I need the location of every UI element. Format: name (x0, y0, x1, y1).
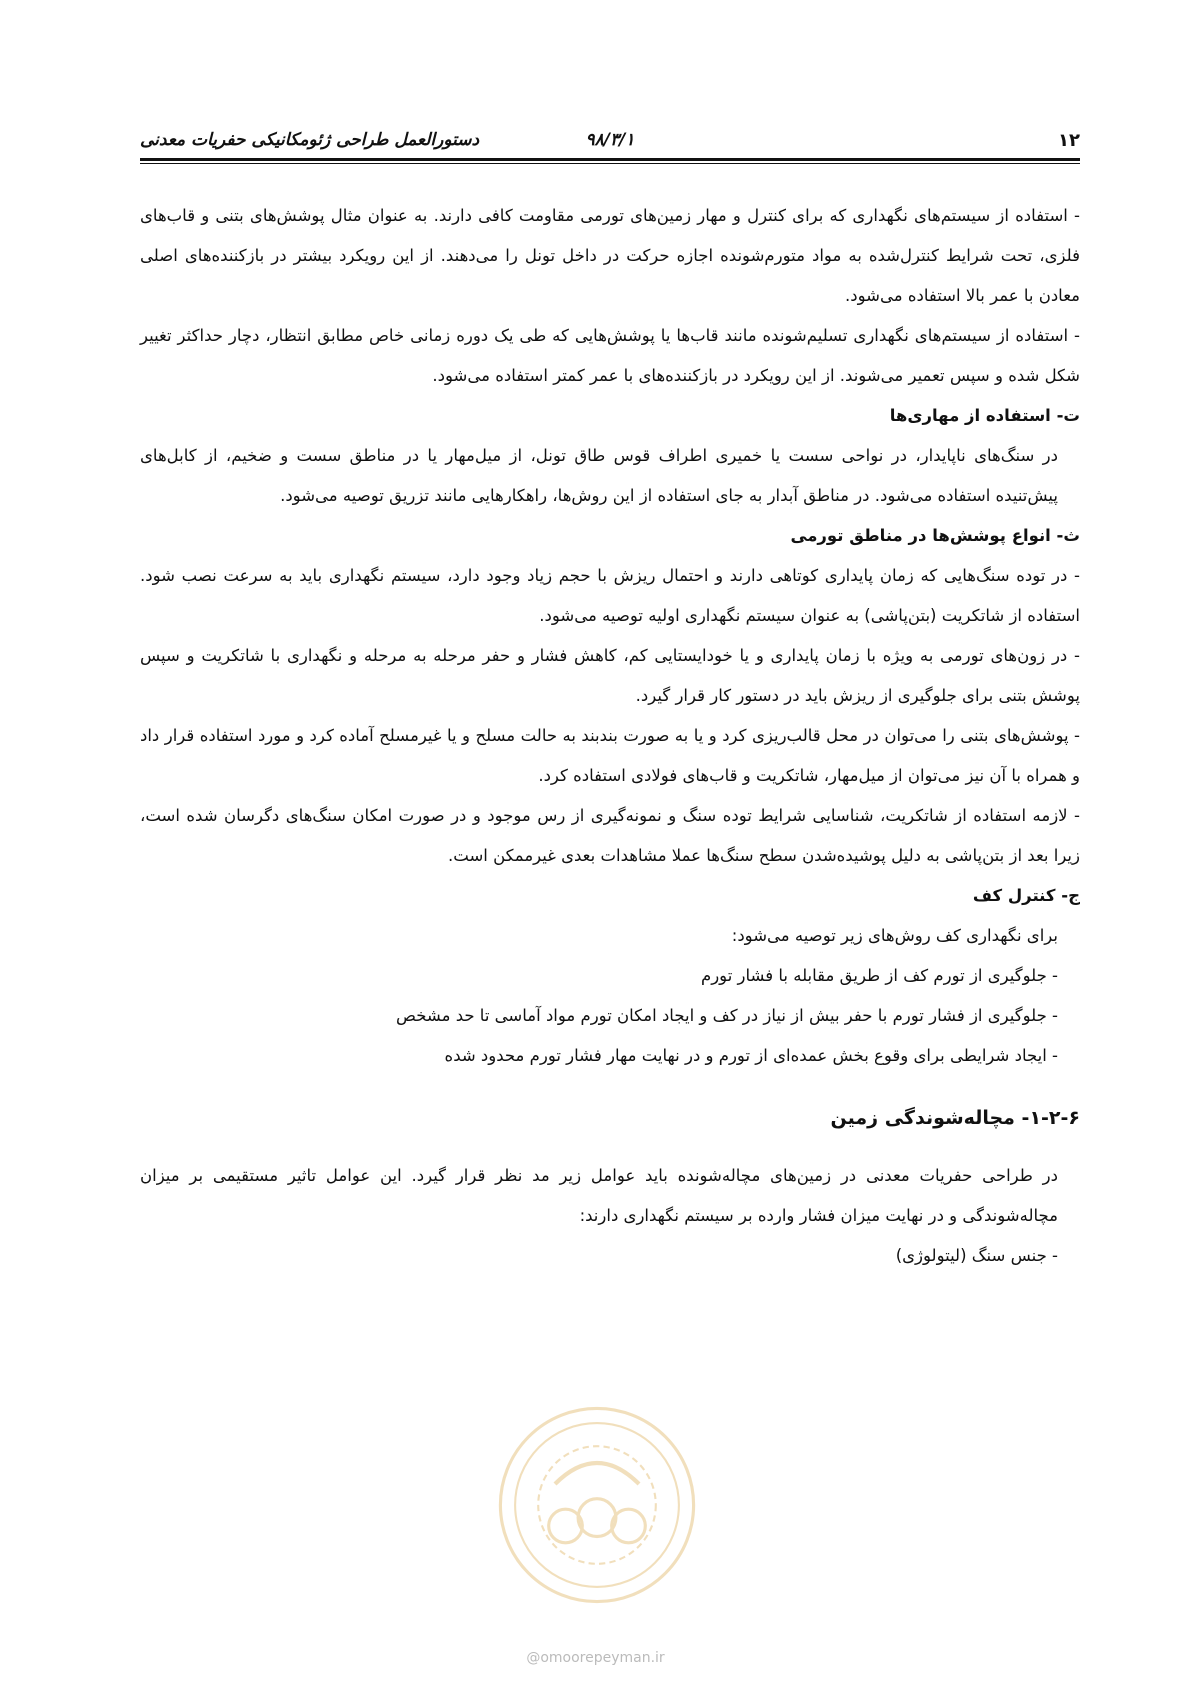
page-header (140, 130, 1080, 158)
list-item: - پوشش‌های بتنی را می‌توان در محل قالب‌ریزی کرد و یا به صورت بندبند به حالت مسلح و یا غیرمسلح آماده کرد و مورد استفاده قرار داد و همراه با آن نیز می‌توان از میل‌مهار، شاتکریت و قاب‌های فولادی استفاده کرد. (140, 726, 1080, 785)
paragraph: - استفاده از سیستم‌های نگهداری که برای کنترل و مهار زمین‌های تورمی مقاومت کافی دارند. به عنوان مثال پوشش‌های بتنی و قاب‌های فلزی، تحت شرایط کنترل‌شده به مواد متورم‌شونده اجازه حرکت در داخل تونل را می‌دهند. از این رویکرد بیشتر در بازکننده‌های اصلی معادن با عمر بالا استفاده می‌شود. (140, 206, 1080, 305)
paragraph: - استفاده از سیستم‌های نگهداری تسلیم‌شونده مانند قاب‌ها یا پوشش‌هایی که طی یک دوره زمانی خاص مطابق انتظار، دچار حداکثر تغییر شکل شده و سپس تعمیر می‌شوند. از این رویکرد در بازکننده‌های با عمر کمتر استفاده می‌شود. (140, 326, 1080, 385)
section-heading-th: ث- انواع پوشش‌ها در مناطق تورمی (790, 526, 1080, 545)
paragraph: در طراحی حفریات معدنی در زمین‌های مچاله‌شونده باید عوامل زیر مد نظر قرار گیرد. این عوامل تاثیر مستقیمی بر میزان مچاله‌شوندگی و در نهایت میزان فشار وارده بر سیستم نگهداری دارند: (140, 1166, 1058, 1225)
list-item: - در توده سنگ‌هایی که زمان پایداری کوتاهی دارند و احتمال ریزش با حجم زیاد وجود دارد، سیستم نگهداری باید به سرعت نصب شود. استفاده از شاتکریت (بتن‌پاشی) به عنوان سیستم نگهداری اولیه توصیه می‌شود. (140, 566, 1080, 625)
section-heading-j: ج- کنترل کف (972, 886, 1080, 905)
list-item: - ایجاد شرایطی برای وقوع بخش عمده‌ای از تورم و در نهایت مهار فشار تورم محدود شده (444, 1046, 1058, 1065)
watermark-seal-icon (492, 1400, 702, 1610)
header-rule-thin (140, 163, 1080, 164)
page-number: ۱۲ (1058, 130, 1080, 151)
body-text (140, 196, 1080, 1276)
list-item: - جلوگیری از تورم کف از طریق مقابله با فشار تورم (700, 966, 1058, 985)
list-item: - جلوگیری از فشار تورم با حفر بیش از نیاز در کف و ایجاد امکان تورم مواد آماسی تا حد مشخص (396, 1006, 1058, 1025)
list-item: - جنس سنگ (لیتولوژی) (895, 1246, 1058, 1265)
header-title: دستورالعمل طراحی ژئومکانیکی حفریات معدنی (140, 130, 480, 150)
paragraph: در سنگ‌های ناپایدار، در نواحی سست یا خمیری اطراف قوس طاق تونل، از میل‌مهار یا در مناطق سست و ضخیم، از کابل‌های پیش‌تنیده استفاده می‌شود. در مناطق آبدار به جای استفاده از این روش‌ها، راهکارهایی مانند تزریق توصیه می‌شود. (140, 446, 1058, 505)
header-rule-thick (140, 158, 1080, 161)
list-item: - در زون‌های تورمی به ویژه با زمان پایداری و یا خودایستایی کم، کاهش فشار و حفر مرحله به مرحله و نگهداری با شاتکریت و سپس پوشش بتنی برای جلوگیری از ریزش باید در دستور کار قرار گیرد. (140, 646, 1080, 705)
paragraph: برای نگهداری کف روش‌های زیر توصیه می‌شود: (731, 926, 1058, 945)
header-date: ۹۸/۳/۱ (585, 130, 635, 150)
section-heading-t: ت- استفاده از مهاری‌ها (889, 406, 1080, 425)
list-item: - لازمه استفاده از شاتکریت، شناسایی شرایط توده سنگ و نمونه‌گیری از رس موجود و در صورت امکان سنگ‌های دگرسان شده است، زیرا بعد از بتن‌پاشی به دلیل پوشیده‌شدن سطح سنگ‌ها عملا مشاهدات بعدی غیرممکن است. (140, 806, 1080, 865)
section-heading-6: ۱-۲-۶- مچاله‌شوندگی زمین (830, 1107, 1080, 1129)
watermark-site-text: @omoorepeyman.ir (526, 1650, 665, 1666)
